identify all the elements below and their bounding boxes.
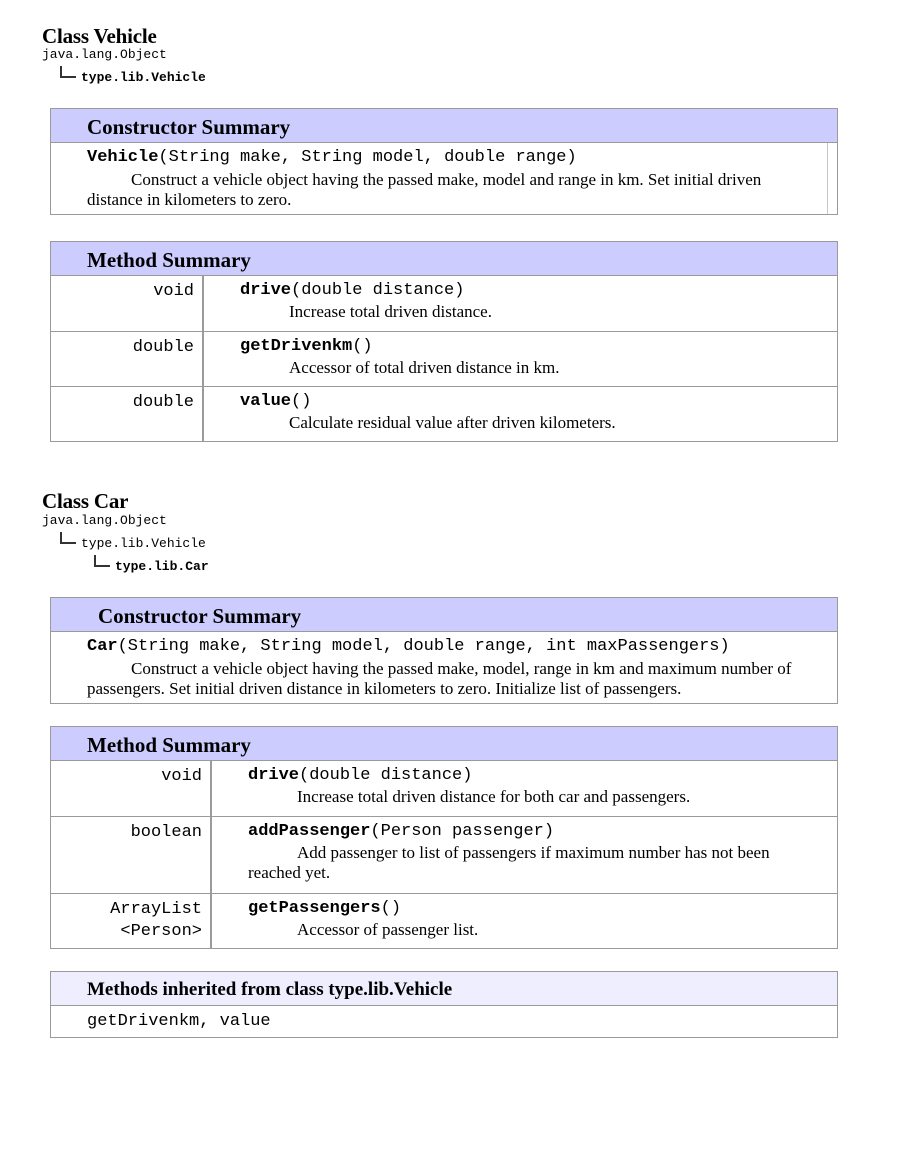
- hierarchy-connector: [94, 555, 110, 567]
- constructor-summary-header: Constructor Summary: [51, 598, 837, 632]
- vehicle-hierarchy-object: java.lang.Object: [42, 47, 167, 62]
- inherited-methods-summary: [50, 971, 838, 1038]
- vehicle-constructor-summary: [50, 108, 838, 215]
- method-description: Calculate residual value after driven kilometers.: [289, 412, 616, 432]
- method-summary-header: Method Summary: [51, 242, 837, 276]
- car-constructor-summary: [50, 597, 838, 704]
- method-signature[interactable]: drive(double distance): [248, 766, 473, 785]
- method-return-type: void: [51, 276, 203, 331]
- method-row: [51, 893, 837, 948]
- method-signature[interactable]: getPassengers(): [248, 898, 402, 918]
- vehicle-class-title: Class Vehicle: [42, 24, 157, 48]
- method-signature[interactable]: drive(double distance): [240, 281, 465, 300]
- hierarchy-connector: [60, 66, 76, 78]
- inherited-methods-list[interactable]: getDrivenkm, value: [87, 1012, 271, 1031]
- car-hierarchy-parent: type.lib.Vehicle: [81, 536, 206, 551]
- constructor-signature[interactable]: Car(String make, String model, double range, int maxPassengers): [87, 637, 730, 656]
- constructor-signature[interactable]: Vehicle(String make, String model, double range): [87, 148, 577, 167]
- method-description: Increase total driven distance for both car and passengers.: [297, 787, 691, 806]
- car-hierarchy-object: java.lang.Object: [42, 513, 167, 528]
- constructor-description: Construct a vehicle object having the passed make, model and range in km. Set initial driven distance in kilometers to zero.: [87, 170, 762, 209]
- method-return-type: boolean: [51, 816, 211, 893]
- car-hierarchy-self: type.lib.Car: [115, 559, 209, 574]
- car-class-title: Class Car: [42, 489, 129, 513]
- constructor-description: Construct a vehicle object having the passed make, model, range in km and maximum number of passengers. Set initial driven distance in kilometers to zero. Initialize list of passengers.: [87, 659, 792, 698]
- method-row: [51, 276, 837, 331]
- method-summary-header: Method Summary: [51, 727, 837, 761]
- method-description: Accessor of total driven distance in km.: [289, 357, 560, 377]
- method-row: [51, 331, 837, 386]
- method-signature[interactable]: value(): [240, 391, 312, 411]
- method-description: Add passenger to list of passengers if maximum number has not been reached yet.: [248, 842, 770, 882]
- method-return-type: double: [51, 331, 203, 386]
- inherited-methods-header: Methods inherited from class type.lib.Vehicle: [51, 972, 837, 1006]
- vehicle-method-summary: [50, 241, 838, 442]
- method-return-type: double: [51, 386, 203, 441]
- constructor-summary-header: Constructor Summary: [51, 109, 837, 143]
- method-return-type: void: [51, 761, 211, 816]
- hierarchy-connector: [60, 532, 76, 544]
- method-signature[interactable]: getDrivenkm(): [240, 336, 373, 356]
- method-description: Accessor of passenger list.: [297, 919, 479, 939]
- method-signature[interactable]: addPassenger(Person passenger): [248, 821, 555, 841]
- method-row: [51, 761, 837, 816]
- car-method-summary: [50, 726, 838, 949]
- method-row: [51, 386, 837, 441]
- method-row: [51, 816, 837, 893]
- method-description: Increase total driven distance.: [289, 302, 492, 321]
- vehicle-hierarchy-self: type.lib.Vehicle: [81, 70, 206, 85]
- method-return-type: ArrayList <Person>: [51, 893, 211, 948]
